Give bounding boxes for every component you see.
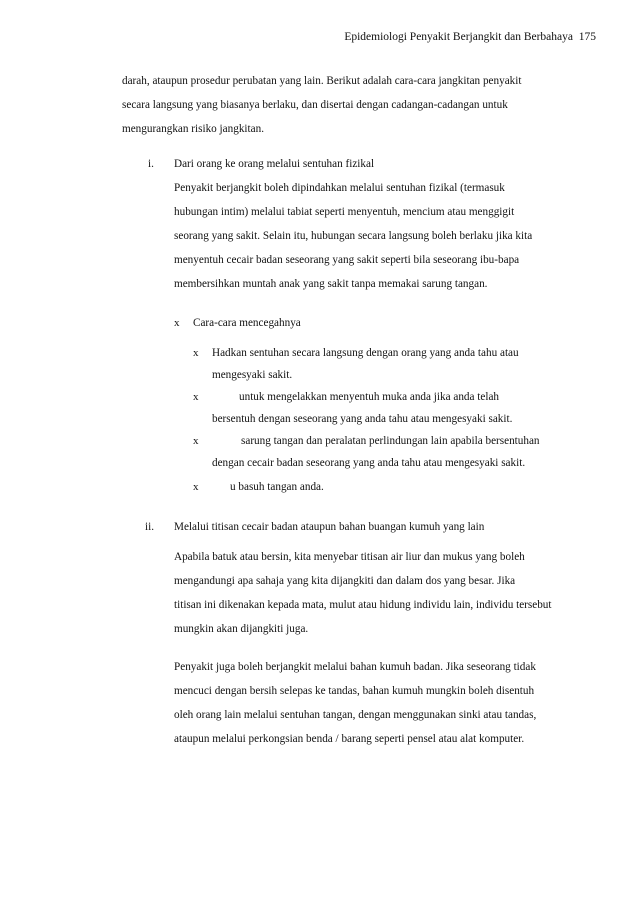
section-i-para-line-1: Penyakit berjangkit boleh dipindahkan melalui sentuhan fizikal (termasuk (174, 182, 505, 194)
section-i-para-line-2: hubungan intim) melalui tabiat seperti menyentuh, mencium atau menggigit (174, 206, 515, 218)
section-ii-para1-line-2: mengandungi apa sahaja yang kita dijangkiti dan dalam dos yang besar. Jika (174, 575, 516, 587)
prevention-label: Cara-cara mencegahnya (193, 317, 301, 329)
section-ii-numeral: ii. (145, 521, 155, 533)
prevention-item-1-line-2: mengesyaki sakit. (212, 369, 293, 381)
section-ii-para2-line-1: Penyakit juga boleh berjangkit melalui bahan kumuh badan. Jika seseorang tidak (174, 661, 536, 673)
prevention-item-4-line-1: u basuh tangan anda. (230, 481, 324, 493)
section-ii-para2-line-2: mencuci dengan bersih selepas ke tandas, bahan kumuh mungkin boleh disentuh (174, 685, 535, 697)
section-ii-para1-line-3: titisan ini dikenakan kepada mata, mulut atau hidung individu lain, individu tersebut (174, 599, 552, 611)
prevention-item-1-bullet: x (193, 347, 199, 359)
section-i-para-line-5: membersihkan muntah anak yang sakit tanpa memakai sarung tangan. (174, 278, 488, 290)
prevention-item-3-bullet: x (193, 435, 199, 447)
section-i-para-line-4: menyentuh cecair badan seseorang yang sakit seperti bila seseorang ibu-bapa (174, 254, 520, 266)
prevention-item-2-line-1: untuk mengelakkan menyentuh muka anda jika anda telah (239, 391, 500, 403)
section-ii-para2-line-4: ataupun melalui perkongsian benda / barang seperti pensel atau alat komputer. (174, 733, 525, 745)
section-i-numeral: i. (148, 158, 154, 170)
section-i-para-line-3: seorang yang sakit. Selain itu, hubungan secara langsung boleh berlaku jika kita (174, 230, 533, 242)
intro-line-1: darah, ataupun prosedur perubatan yang lain. Berikut adalah cara-cara jangkitan penyakit (122, 75, 522, 87)
running-title: Epidemiologi Penyakit Berjangkit dan Berbahaya (344, 31, 573, 43)
prevention-item-3-line-2: dengan cecair badan seseorang yang anda tahu atau mengesyaki sakit. (212, 457, 526, 469)
intro-line-3: mengurangkan risiko jangkitan. (122, 123, 264, 135)
prevention-item-4-bullet: x (193, 481, 199, 493)
section-ii-para1-line-4: mungkin akan dijangkiti juga. (174, 623, 309, 635)
prevention-item-3-line-1: sarung tangan dan peralatan perlindungan lain apabila bersentuhan (241, 435, 540, 447)
prevention-item-2-line-2: bersentuh dengan seseorang yang anda tahu atau mengesyaki sakit. (212, 413, 513, 425)
section-ii-heading: Melalui titisan cecair badan ataupun bahan buangan kumuh yang lain (174, 521, 485, 533)
prevention-item-2-bullet: x (193, 391, 199, 403)
intro-line-2: secara langsung yang biasanya berlaku, dan disertai dengan cadangan-cadangan untuk (122, 99, 508, 111)
section-ii-para1-line-1: Apabila batuk atau bersin, kita menyebar titisan air liur dan mukus yang boleh (174, 551, 525, 563)
prevention-item-1-line-1: Hadkan sentuhan secara langsung dengan orang yang anda tahu atau (212, 347, 519, 359)
section-ii-para2-line-3: oleh orang lain melalui sentuhan tangan, dengan menggunakan sinki atau tandas, (174, 709, 537, 721)
page-number: 175 (578, 31, 596, 43)
prevention-bullet: x (174, 317, 180, 329)
section-i-heading: Dari orang ke orang melalui sentuhan fizikal (174, 158, 375, 170)
running-header (344, 31, 596, 43)
